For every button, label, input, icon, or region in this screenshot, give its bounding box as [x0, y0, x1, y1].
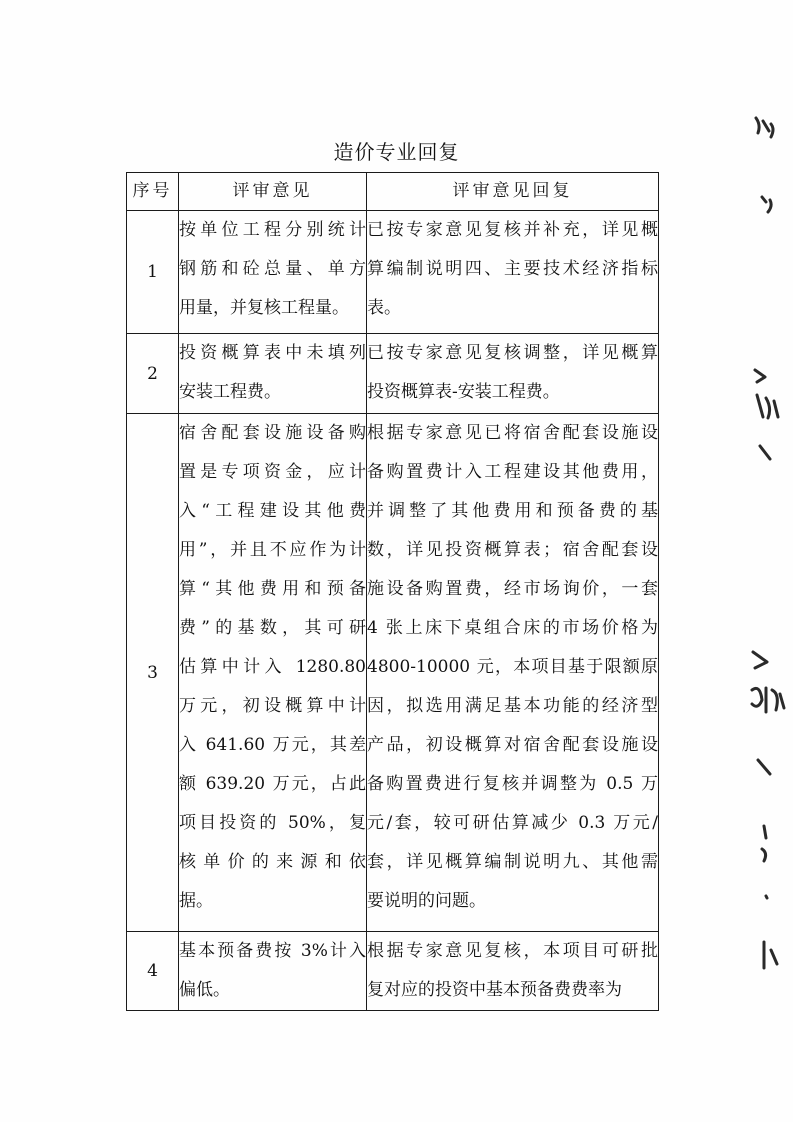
text-line: 投资概算表-安装工程费。: [367, 382, 560, 402]
text-line: 基本预备费按 3%计入: [179, 941, 366, 961]
row-number: 4: [127, 932, 179, 1011]
header-no: 序号: [127, 173, 179, 211]
text-line: 宿舍配套设施设备购: [179, 423, 366, 443]
reply-cell: [367, 334, 659, 414]
text-line: 置是专项资金，应计: [179, 462, 366, 482]
text-line: 表。: [367, 298, 401, 318]
text-line: 投资概算表中未填列: [179, 343, 366, 363]
text-line: 偏低。: [179, 980, 230, 1000]
text-line: 要说明的问题。: [367, 891, 486, 911]
text-line: 4 张上床下桌组合床的市场价格为: [367, 618, 658, 638]
text-line: 入“工程建设其他费: [179, 501, 366, 521]
reply-cell: [367, 932, 659, 1011]
reply-cell: [367, 414, 659, 932]
opinion-cell: [179, 334, 367, 414]
text-line: 据。: [179, 891, 213, 911]
text-line: 项目投资的 50%，复: [179, 813, 366, 833]
review-reply-table: [126, 172, 659, 1011]
text-line: 额 639.20 万元，占此: [179, 774, 366, 794]
text-line: 已按专家意见复核调整，详见概算: [367, 343, 658, 363]
text-line: 元/套，较可研估算减少 0.3 万元/: [367, 813, 658, 833]
text-line: 复对应的投资中基本预备费费率为: [367, 980, 622, 1000]
table-header-row: [127, 173, 659, 211]
text-line: 钢筋和砼总量、单方: [179, 259, 366, 279]
text-line: 4800-10000 元，本项目基于限额原: [367, 657, 658, 677]
text-line: 入 641.60 万元，其差: [179, 735, 366, 755]
opinion-cell: [179, 211, 367, 334]
text-line: 万元，初设概算中计: [179, 696, 366, 716]
row-number: 2: [127, 334, 179, 414]
text-line: 根据专家意见已将宿舍配套设施设: [367, 423, 658, 443]
text-line: 用量，并复核工程量。: [179, 298, 349, 318]
text-line: 备购置费计入工程建设其他费用，: [367, 462, 658, 482]
text-line: 产品，初设概算对宿舍配套设施设: [367, 735, 658, 755]
header-reply: 评审意见回复: [367, 173, 659, 211]
text-line: 算编制说明四、主要技术经济指标: [367, 259, 658, 279]
text-line: 已按专家意见复核并补充，详见概: [367, 220, 658, 240]
table-row: [127, 211, 659, 334]
table-row: [127, 932, 659, 1011]
text-line: 施设备购置费，经市场询价，一套: [367, 579, 658, 599]
text-line: 按单位工程分别统计: [179, 220, 366, 240]
text-line: 根据专家意见复核，本项目可研批: [367, 941, 658, 961]
row-number: 1: [127, 211, 179, 334]
text-line: 用”，并且不应作为计: [179, 540, 366, 560]
text-line: 套，详见概算编制说明九、其他需: [367, 852, 658, 872]
text-line: 费”的基数，其可研: [179, 618, 366, 638]
text-line: 算“其他费用和预备: [179, 579, 366, 599]
table-row: [127, 414, 659, 932]
header-opinion: 评审意见: [179, 173, 367, 211]
opinion-cell: [179, 932, 367, 1011]
scan-edge-artifact: [740, 0, 793, 1122]
page-title: 造价专业回复: [333, 140, 460, 164]
text-line: 估算中计入 1280.80: [179, 657, 366, 677]
table-row: [127, 334, 659, 414]
opinion-cell: [179, 414, 367, 932]
text-line: 备购置费进行复核并调整为 0.5 万: [367, 774, 658, 794]
text-line: 数，详见投资概算表；宿舍配套设: [367, 540, 658, 560]
reply-cell: [367, 211, 659, 334]
row-number: 3: [127, 414, 179, 932]
text-line: 因，拟选用满足基本功能的经济型: [367, 696, 658, 716]
text-line: 核单价的来源和依: [179, 852, 366, 872]
text-line: 安装工程费。: [179, 382, 281, 402]
text-line: 并调整了其他费用和预备费的基: [367, 501, 658, 521]
